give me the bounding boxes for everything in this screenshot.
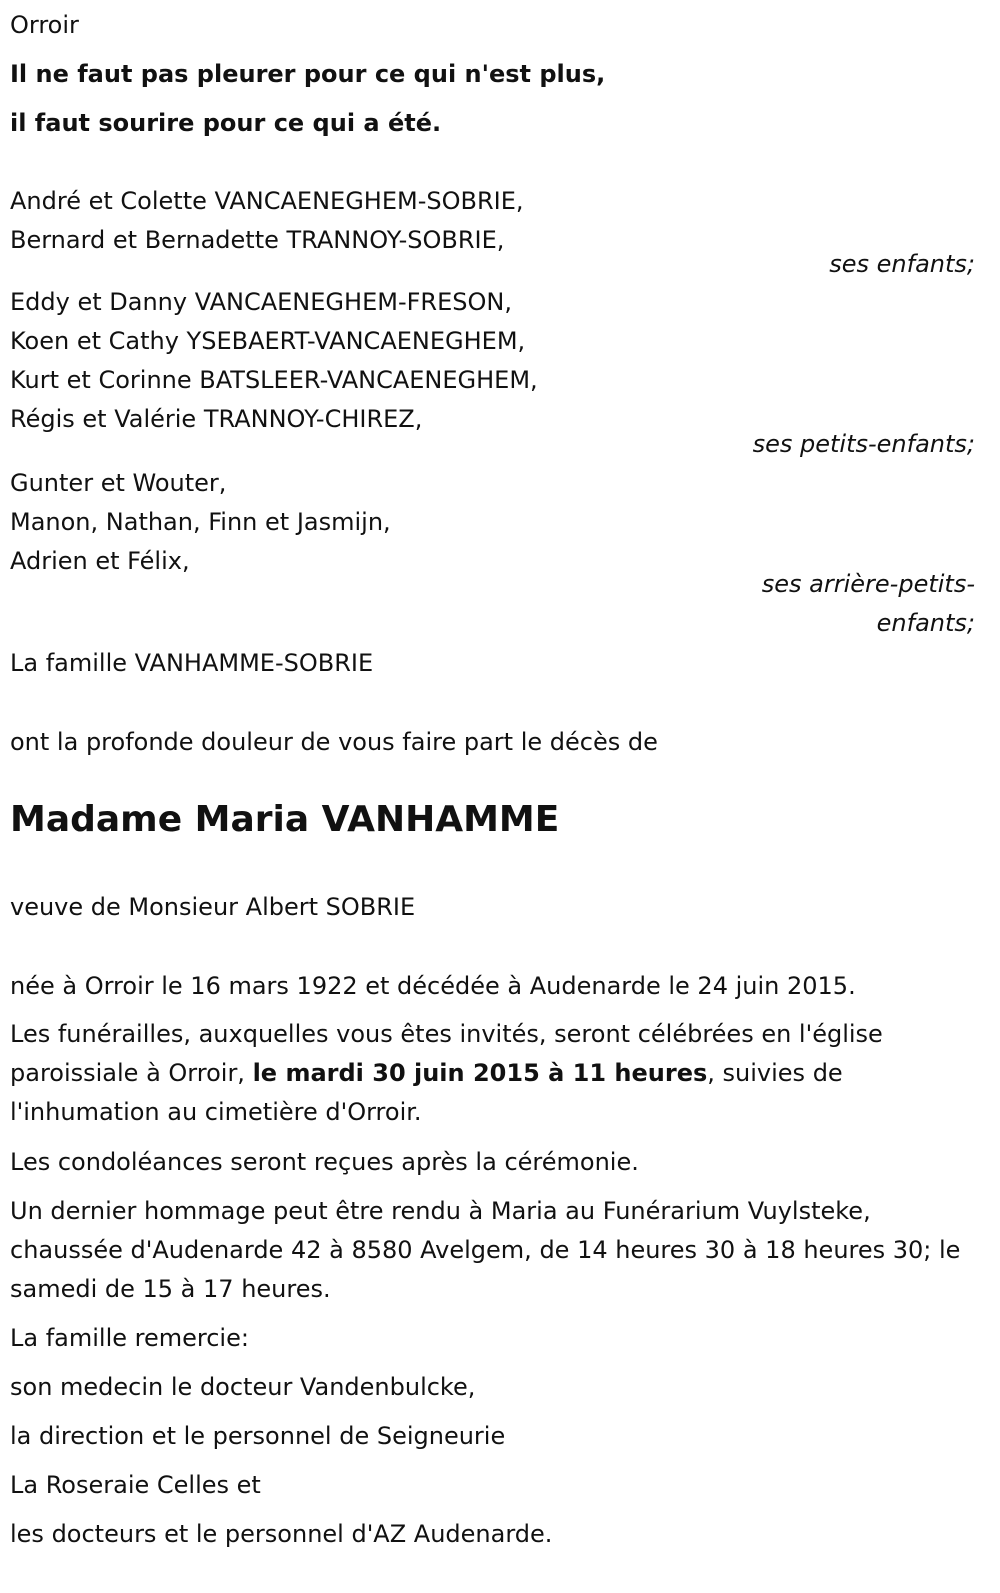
list-item: Eddy et Danny VANCAENEGHEM-FRESON,: [10, 288, 512, 316]
great-grandchildren-role-2: enfants;: [876, 609, 975, 637]
funeral-text-after: , suivies de l'inhumation au cimetière d'Orroir.: [10, 1059, 843, 1126]
thanks-line: les docteurs et le personnel d'AZ Audenarde.: [10, 1520, 553, 1548]
list-item: Régis et Valérie TRANNOY-CHIREZ,: [10, 405, 423, 433]
widow-of: veuve de Monsieur Albert SOBRIE: [10, 893, 416, 921]
children-role: ses enfants;: [829, 250, 975, 278]
funeral-paragraph: [10, 1015, 970, 1132]
announcement: ont la profonde douleur de vous faire part le décès de: [10, 728, 658, 756]
funeral-date: le mardi 30 juin 2015 à 11 heures: [252, 1059, 708, 1087]
tribute-paragraph: Un dernier hommage peut être rendu à Maria au Funérarium Vuylsteke, chaussée d'Audenarde 42 à 8580 Avelgem, de 14 heures 30 à 18 heures 30; le samedi de 15 à 17 heures.: [10, 1197, 961, 1303]
list-item: André et Colette VANCAENEGHEM-SOBRIE,: [10, 187, 524, 215]
list-item: Bernard et Bernadette TRANNOY-SOBRIE,: [10, 226, 505, 254]
family-line: La famille VANHAMME-SOBRIE: [10, 649, 374, 677]
list-item: Kurt et Corinne BATSLEER-VANCAENEGHEM,: [10, 366, 538, 394]
great-grandchildren-role-1: ses arrière-petits-: [761, 570, 975, 598]
thanks-line: La Roseraie Celles et: [10, 1471, 261, 1499]
list-item: Koen et Cathy YSEBAERT-VANCAENEGHEM,: [10, 327, 526, 355]
deceased-name: Madame Maria VANHAMME: [10, 799, 560, 840]
grandchildren-role: ses petits-enfants;: [752, 430, 975, 458]
grandchildren-list: [10, 283, 538, 439]
list-item: Manon, Nathan, Finn et Jasmijn,: [10, 508, 391, 536]
list-item: Gunter et Wouter,: [10, 469, 227, 497]
children-list: [10, 182, 524, 260]
place-heading: Orroir: [10, 11, 79, 39]
funeral-text-before: Les funérailles, auxquelles vous êtes invités, seront célébrées en l'église paroissiale à Orroir,: [10, 1020, 883, 1087]
thanks-line: la direction et le personnel de Seigneurie: [10, 1422, 506, 1450]
great-grandchildren-list: [10, 464, 391, 581]
thanks-line: son medecin le docteur Vandenbulcke,: [10, 1373, 476, 1401]
condolences: Les condoléances seront reçues après la cérémonie.: [10, 1148, 639, 1176]
thanks-intro: La famille remercie:: [10, 1324, 249, 1352]
list-item: Adrien et Félix,: [10, 547, 190, 575]
birth-death: née à Orroir le 16 mars 1922 et décédée à Audenarde le 24 juin 2015.: [10, 972, 856, 1000]
quote-line-2: il faut sourire pour ce qui a été.: [10, 109, 442, 137]
quote-line-1: Il ne faut pas pleurer pour ce qui n'est plus,: [10, 60, 606, 88]
